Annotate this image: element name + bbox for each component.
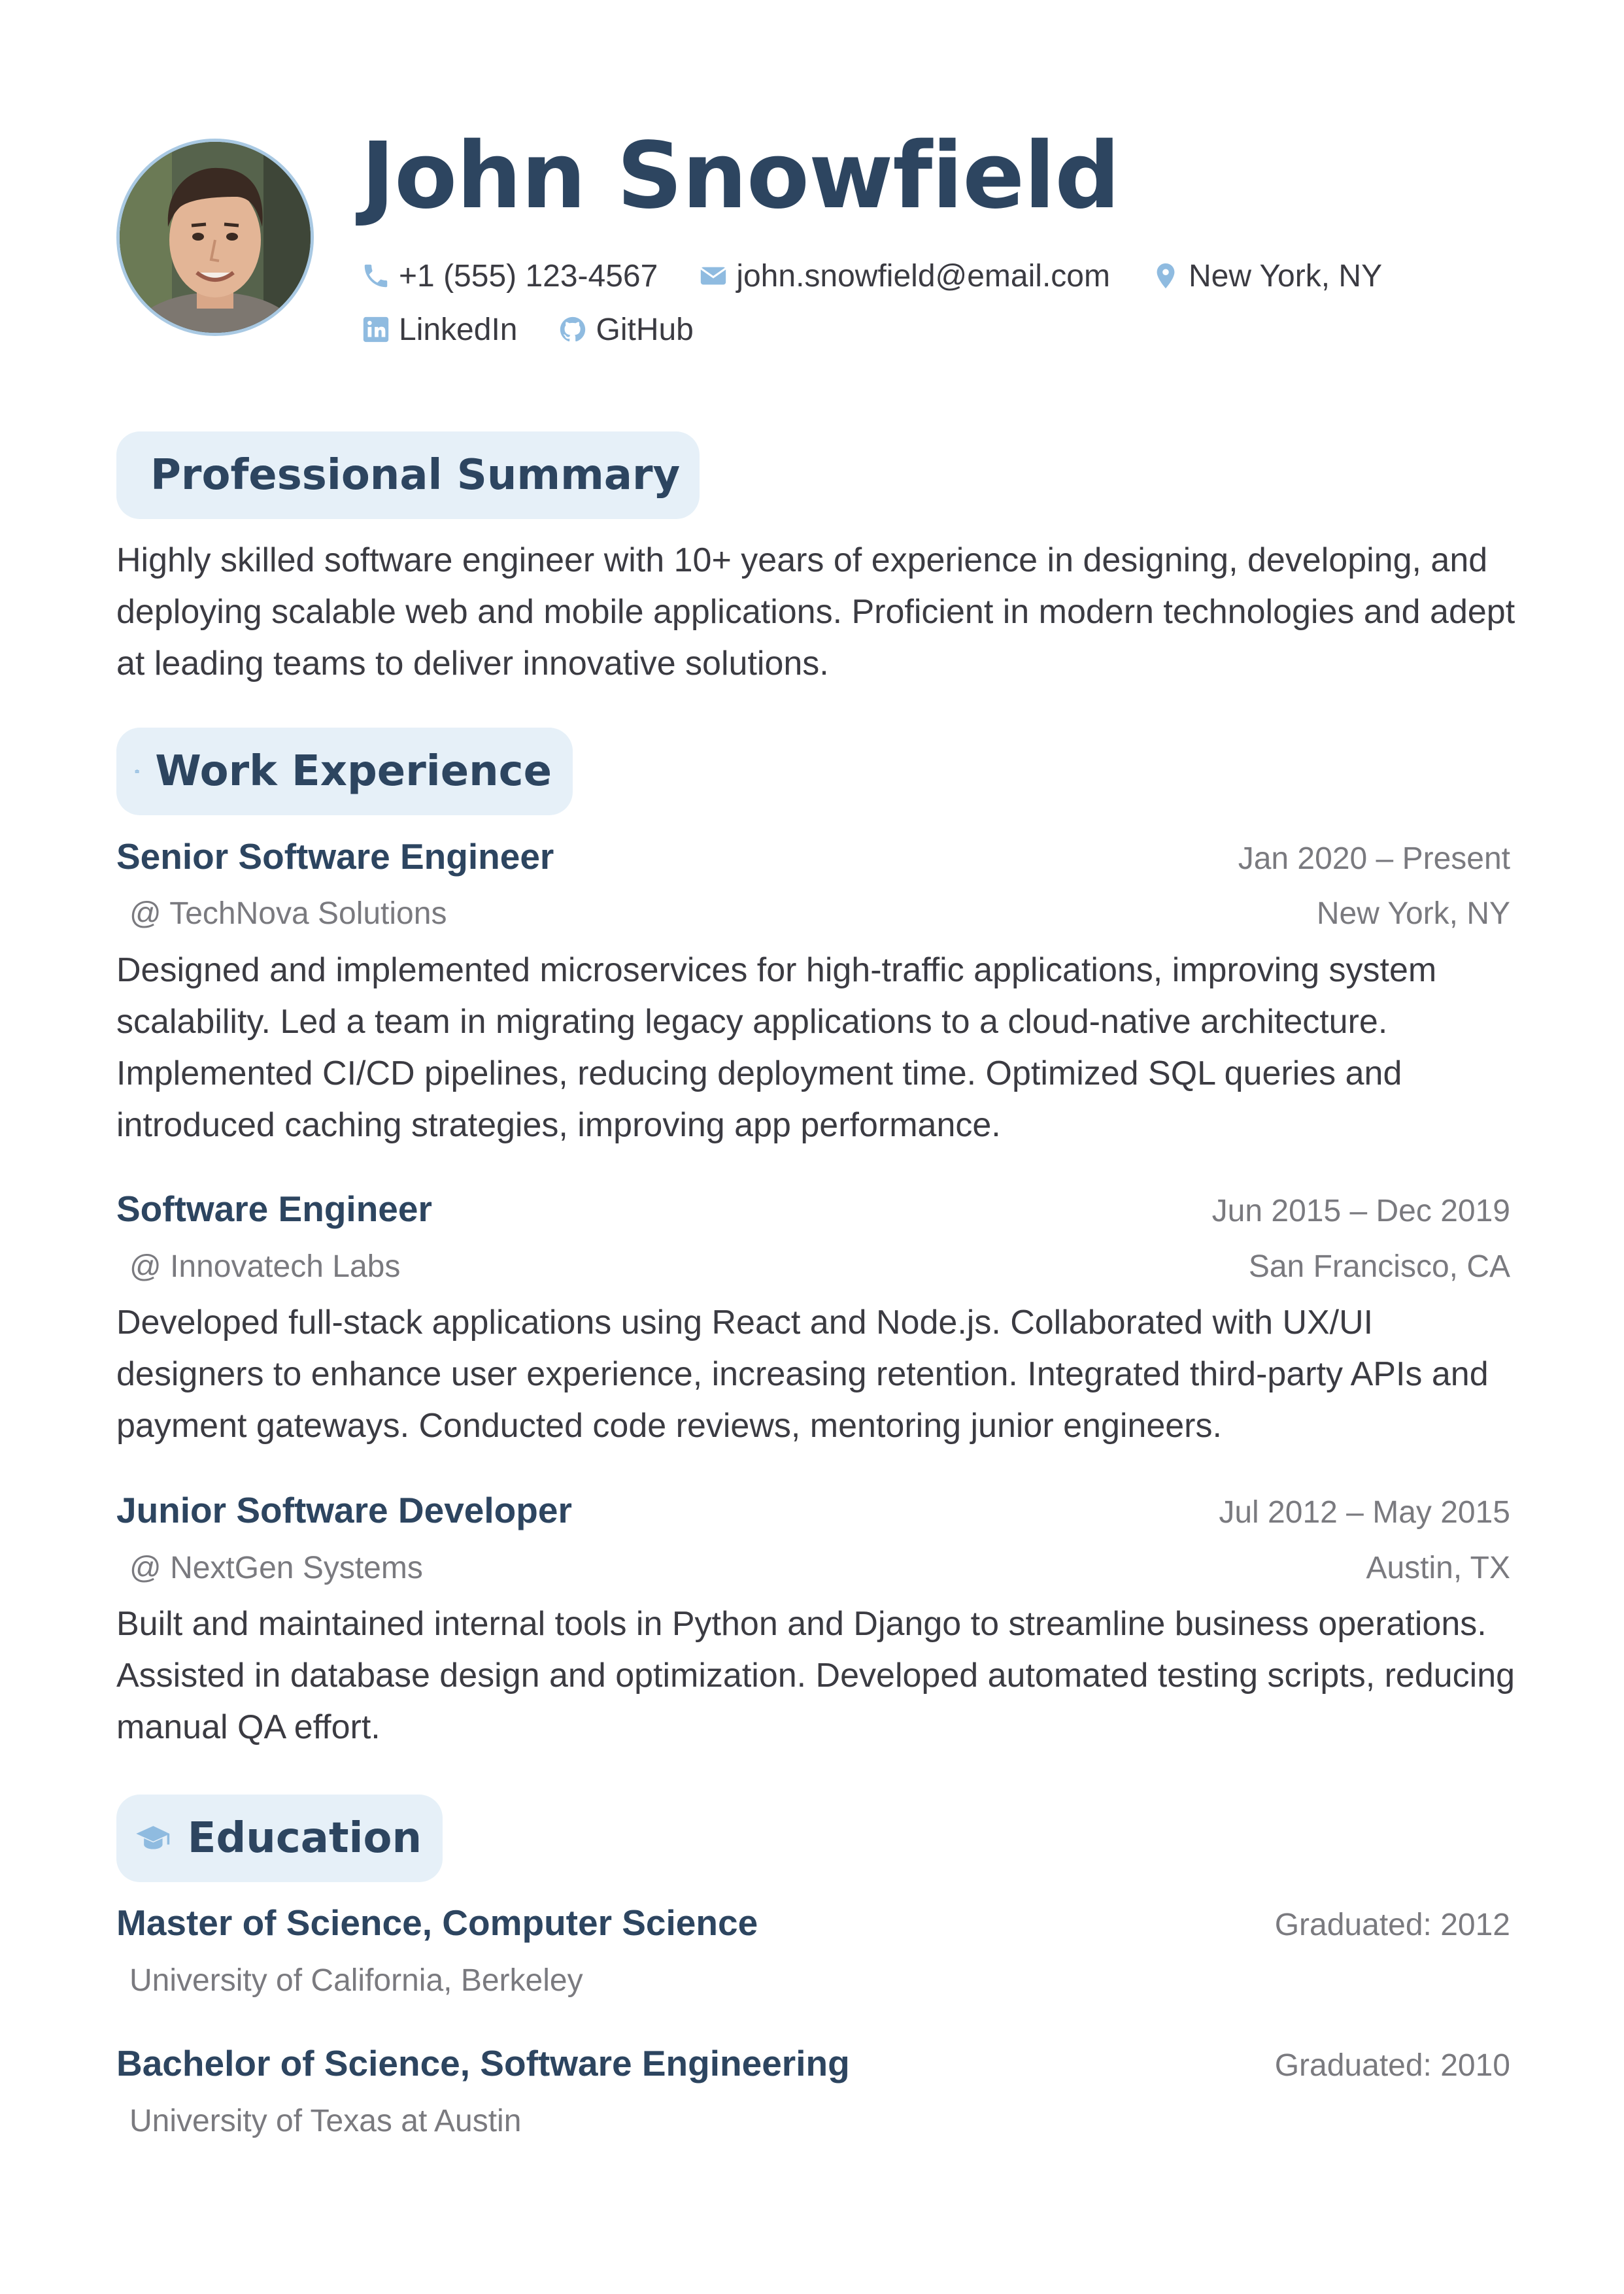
job-title: Junior Software Developer (116, 1490, 572, 1530)
school-name: University of California, Berkeley (129, 1963, 583, 1998)
school-name: University of Texas at Austin (129, 2104, 522, 2138)
contact-row-links (361, 310, 734, 349)
section-title-experience: Work Experience (155, 747, 552, 796)
job-location: New York, NY (1316, 896, 1510, 931)
section-header-experience (116, 728, 573, 815)
profile-photo (120, 142, 311, 333)
email-text: john.snowfield@email.com (736, 258, 1110, 294)
job-company: @ TechNova Solutions (129, 896, 447, 931)
linkedin-link[interactable] (361, 312, 517, 348)
job-dates: Jun 2015 – Dec 2019 (1211, 1194, 1510, 1228)
github-icon (558, 314, 588, 345)
contact-email[interactable] (698, 258, 1110, 294)
graduation-cap-icon (135, 1817, 172, 1860)
graduation-date: Graduated: 2012 (1274, 1908, 1510, 1942)
job-location: San Francisco, CA (1248, 1249, 1510, 1284)
summary-text: Highly skilled software engineer with 10+ years of experience in designing, developing, and deploying scalable web and mobile applications. Proficient in modern technologies and adept at leading teams to deliver innovative solutions. (116, 541, 1515, 683)
github-link[interactable] (558, 312, 693, 348)
job-title: Senior Software Engineer (116, 836, 554, 877)
degree-title: Master of Science, Computer Science (116, 1902, 758, 1943)
section-header-summary (116, 431, 700, 519)
job-description: Developed full-stack applications using React and Node.js. Collaborated with UX/UI designers to enhance user experience, increasing retention. Integrated third-party APIs and payment gateways. Conducted code reviews, mentoring junior engineers. (116, 1304, 1489, 1445)
avatar (116, 139, 314, 336)
graduation-date: Graduated: 2010 (1274, 2048, 1510, 2083)
contact-location (1151, 258, 1382, 294)
job-dates: Jan 2020 – Present (1238, 841, 1510, 876)
job-company: @ NextGen Systems (129, 1551, 423, 1585)
section-title-education: Education (187, 1814, 422, 1863)
contact-phone (361, 258, 658, 294)
linkedin-text: LinkedIn (399, 312, 518, 347)
job-description: Designed and implemented microservices for high-traffic applications, improving system scalability. Led a team in migrating legacy applications to a cloud-native architecture. Implemented CI/CD pipelines, reducing deployment time. Optimized SQL queries and introduced caching strategies, improving app performance. (116, 951, 1437, 1144)
job-dates: Jul 2012 – May 2015 (1219, 1495, 1510, 1530)
envelope-icon (698, 261, 728, 291)
linkedin-icon (361, 314, 391, 345)
map-pin-icon (1151, 261, 1181, 291)
contact-row-primary (361, 256, 1423, 295)
job-title: Software Engineer (116, 1189, 432, 1229)
section-title-summary: Professional Summary (150, 451, 681, 499)
github-text: GitHub (596, 312, 694, 347)
job-location: Austin, TX (1366, 1551, 1510, 1585)
job-company: @ Innovatech Labs (129, 1249, 401, 1284)
degree-title: Bachelor of Science, Software Engineering (116, 2043, 850, 2083)
candidate-name: John Snowfield (361, 123, 1120, 229)
phone-icon (361, 261, 391, 291)
section-header-education (116, 1795, 443, 1882)
briefcase-icon (135, 750, 139, 793)
location-text: New York, NY (1188, 258, 1383, 294)
phone-text: +1 (555) 123-4567 (399, 258, 658, 294)
job-description: Built and maintained internal tools in Python and Django to streamline business operations. Assisted in database design and optimization. Developed automated testing scripts, reducing manual QA effort. (116, 1605, 1515, 1746)
